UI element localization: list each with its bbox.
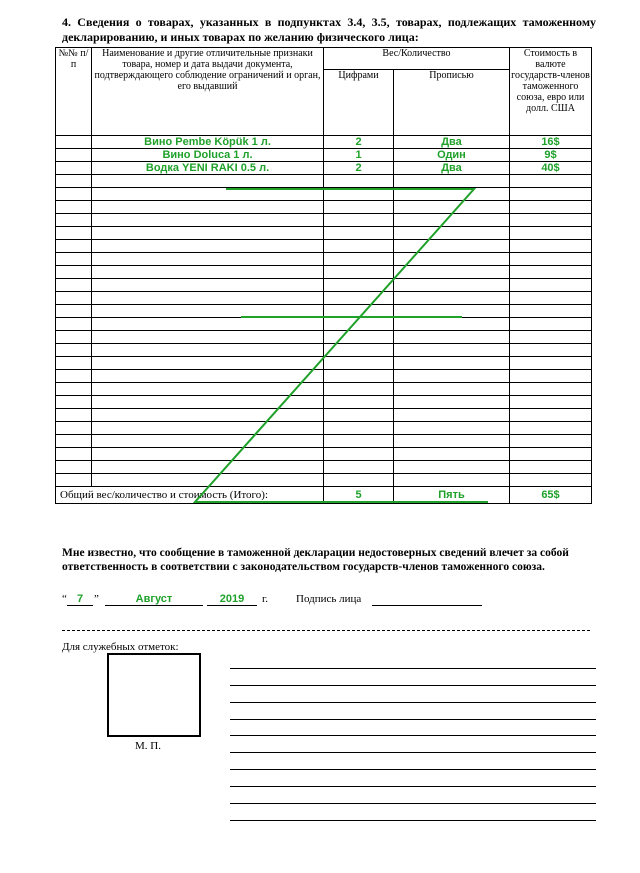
blank-cell [510,461,592,474]
blank-row [56,175,592,188]
blank-cell [324,331,394,344]
total-label: Общий вес/количество и стоимость (Итого): [56,487,324,504]
item-name: Вино Pembe Köpük 1 л. [92,136,324,149]
header-words: Прописью [394,70,510,136]
blank-cell [394,461,510,474]
blank-cell [510,448,592,461]
service-note-line [230,720,596,737]
blank-cell [92,227,324,240]
blank-cell [56,266,92,279]
blank-cell [510,305,592,318]
service-note-line [230,669,596,686]
blank-row [56,188,592,201]
blank-cell [324,435,394,448]
blank-cell [510,422,592,435]
blank-cell [56,253,92,266]
blank-row [56,370,592,383]
blank-cell [56,201,92,214]
blank-cell [324,318,394,331]
blank-cell [324,279,394,292]
blank-cell [394,422,510,435]
blank-row [56,305,592,318]
blank-cell [324,409,394,422]
blank-cell [92,188,324,201]
blank-row [56,474,592,487]
total-row [56,487,592,504]
item-name: Водка YENI RAKI 0.5 л. [92,162,324,175]
date-month: Август [105,593,203,606]
blank-cell [324,422,394,435]
blank-row [56,383,592,396]
blank-cell [92,279,324,292]
blank-cell [394,227,510,240]
blank-cell [510,227,592,240]
total-digits: 5 [324,487,394,504]
total-words: Пять [394,487,510,504]
blank-cell [510,435,592,448]
blank-cell [324,188,394,201]
service-note-line [230,753,596,770]
signature-line[interactable] [372,593,482,606]
blank-cell [394,201,510,214]
blank-row [56,422,592,435]
item-digits: 2 [324,162,394,175]
blank-cell [510,266,592,279]
blank-row [56,396,592,409]
stamp-box [107,653,201,737]
blank-cell [394,331,510,344]
blank-cell [56,448,92,461]
blank-row [56,448,592,461]
blank-cell [56,461,92,474]
date-year: 2019 [207,593,257,606]
item-words: Один [394,149,510,162]
blank-cell [324,383,394,396]
blank-row [56,266,592,279]
blank-cell [394,214,510,227]
blank-cell [92,409,324,422]
blank-cell [394,292,510,305]
blank-cell [92,318,324,331]
blank-cell [394,318,510,331]
blank-cell [394,383,510,396]
blank-cell [92,240,324,253]
blank-cell [510,188,592,201]
cut-line [62,630,590,631]
item-digits: 2 [324,136,394,149]
service-note-line [230,736,596,753]
blank-cell [324,227,394,240]
table-row [56,136,592,149]
service-note-line [230,787,596,804]
blank-cell [324,474,394,487]
signature-label: Подпись лица [296,593,362,605]
blank-cell [510,279,592,292]
blank-row [56,409,592,422]
blank-row [56,461,592,474]
blank-cell [56,188,92,201]
blank-cell [394,435,510,448]
blank-cell [324,175,394,188]
blank-cell [56,227,92,240]
blank-cell [510,474,592,487]
stamp-label: М. П. [135,740,161,752]
total-cost: 65$ [510,487,592,504]
blank-cell [324,448,394,461]
blank-cell [56,279,92,292]
blank-cell [324,240,394,253]
blank-cell [56,318,92,331]
table-row [56,149,592,162]
blank-cell [324,201,394,214]
blank-cell [394,253,510,266]
item-words: Два [394,162,510,175]
item-cost: 9$ [510,149,592,162]
blank-cell [394,240,510,253]
blank-cell [92,201,324,214]
blank-cell [92,253,324,266]
blank-cell [510,331,592,344]
date-year-suffix: г. [262,593,269,605]
blank-cell [56,344,92,357]
blank-cell [324,396,394,409]
blank-cell [510,214,592,227]
date-signature-row [62,593,602,609]
blank-cell [510,240,592,253]
blank-cell [56,305,92,318]
blank-cell [324,292,394,305]
blank-cell [56,370,92,383]
blank-cell [324,214,394,227]
blank-cell [92,370,324,383]
blank-cell [394,266,510,279]
blank-cell [92,331,324,344]
blank-cell [92,396,324,409]
service-note-line [230,703,596,720]
blank-cell [394,474,510,487]
blank-cell [92,461,324,474]
blank-cell [510,318,592,331]
blank-cell [56,214,92,227]
blank-cell [324,461,394,474]
blank-cell [92,266,324,279]
blank-cell [324,266,394,279]
table-row [56,162,592,175]
blank-cell [92,305,324,318]
blank-cell [394,188,510,201]
blank-cell [92,292,324,305]
blank-cell [510,292,592,305]
item-name: Вино Doluca 1 л. [92,149,324,162]
date-day: 7 [67,593,93,606]
blank-cell [56,422,92,435]
blank-row [56,331,592,344]
blank-cell [324,370,394,383]
blank-cell [56,357,92,370]
item-cost: 40$ [510,162,592,175]
blank-cell [510,396,592,409]
service-note-line [230,770,596,787]
item-digits: 1 [324,149,394,162]
blank-cell [92,357,324,370]
header-name: Наименование и другие отличительные признаки товара, номер и дата выдачи документа, подтверждающего соблюдение ограничений и орган, его выдавший [92,48,324,136]
blank-cell [510,175,592,188]
blank-cell [92,175,324,188]
blank-cell [324,357,394,370]
goods-table [55,47,592,504]
date-open-quote: “ [62,593,67,605]
service-note-line [230,652,596,669]
blank-row [56,292,592,305]
blank-row [56,435,592,448]
blank-row [56,344,592,357]
blank-cell [56,435,92,448]
blank-cell [56,331,92,344]
blank-cell [510,357,592,370]
blank-cell [56,409,92,422]
blank-cell [56,175,92,188]
blank-cell [510,383,592,396]
blank-cell [92,214,324,227]
blank-cell [324,253,394,266]
liability-warning: Мне известно, что сообщение в таможенной декларации недостоверных сведений влечет за собой ответственность в соответствии с законодательством государств-членов таможенного союза. [62,547,569,573]
service-label: Для служебных отметок: [62,641,179,653]
blank-cell [92,474,324,487]
service-note-line [230,804,596,821]
blank-cell [56,292,92,305]
blank-cell [510,409,592,422]
blank-cell [56,396,92,409]
blank-cell [510,344,592,357]
blank-cell [394,344,510,357]
item-words: Два [394,136,510,149]
blank-cell [92,344,324,357]
blank-cell [510,370,592,383]
blank-cell [394,305,510,318]
blank-cell [510,201,592,214]
item-cost: 16$ [510,136,592,149]
blank-cell [56,383,92,396]
blank-cell [510,253,592,266]
blank-row [56,240,592,253]
blank-cell [394,448,510,461]
header-weight-qty: Вес/Количество [324,48,510,70]
section-heading: 4. Сведения о товарах, указанных в подпунктах 3.4, 3.5, товарах, подлежащих таможенному декларированию, и иных товарах по желанию физического лица: [62,15,596,44]
blank-row [56,227,592,240]
blank-cell [394,370,510,383]
blank-row [56,214,592,227]
blank-row [56,318,592,331]
blank-row [56,357,592,370]
blank-cell [324,305,394,318]
blank-cell [394,175,510,188]
service-notes-lines [230,652,596,821]
blank-cell [56,474,92,487]
blank-cell [92,448,324,461]
date-close-quote: ” [94,593,99,605]
blank-cell [394,396,510,409]
blank-cell [324,344,394,357]
blank-cell [394,279,510,292]
blank-cell [394,357,510,370]
header-digits: Цифрами [324,70,394,136]
header-number: №№ п/п [56,48,92,136]
blank-cell [92,383,324,396]
blank-row [56,201,592,214]
blank-cell [56,240,92,253]
header-cost: Стоимость в валюте государств-членов таможенного союза, евро или долл. США [510,48,592,136]
blank-cell [92,422,324,435]
blank-cell [394,409,510,422]
blank-row [56,279,592,292]
blank-cell [92,435,324,448]
service-note-line [230,686,596,703]
blank-row [56,253,592,266]
